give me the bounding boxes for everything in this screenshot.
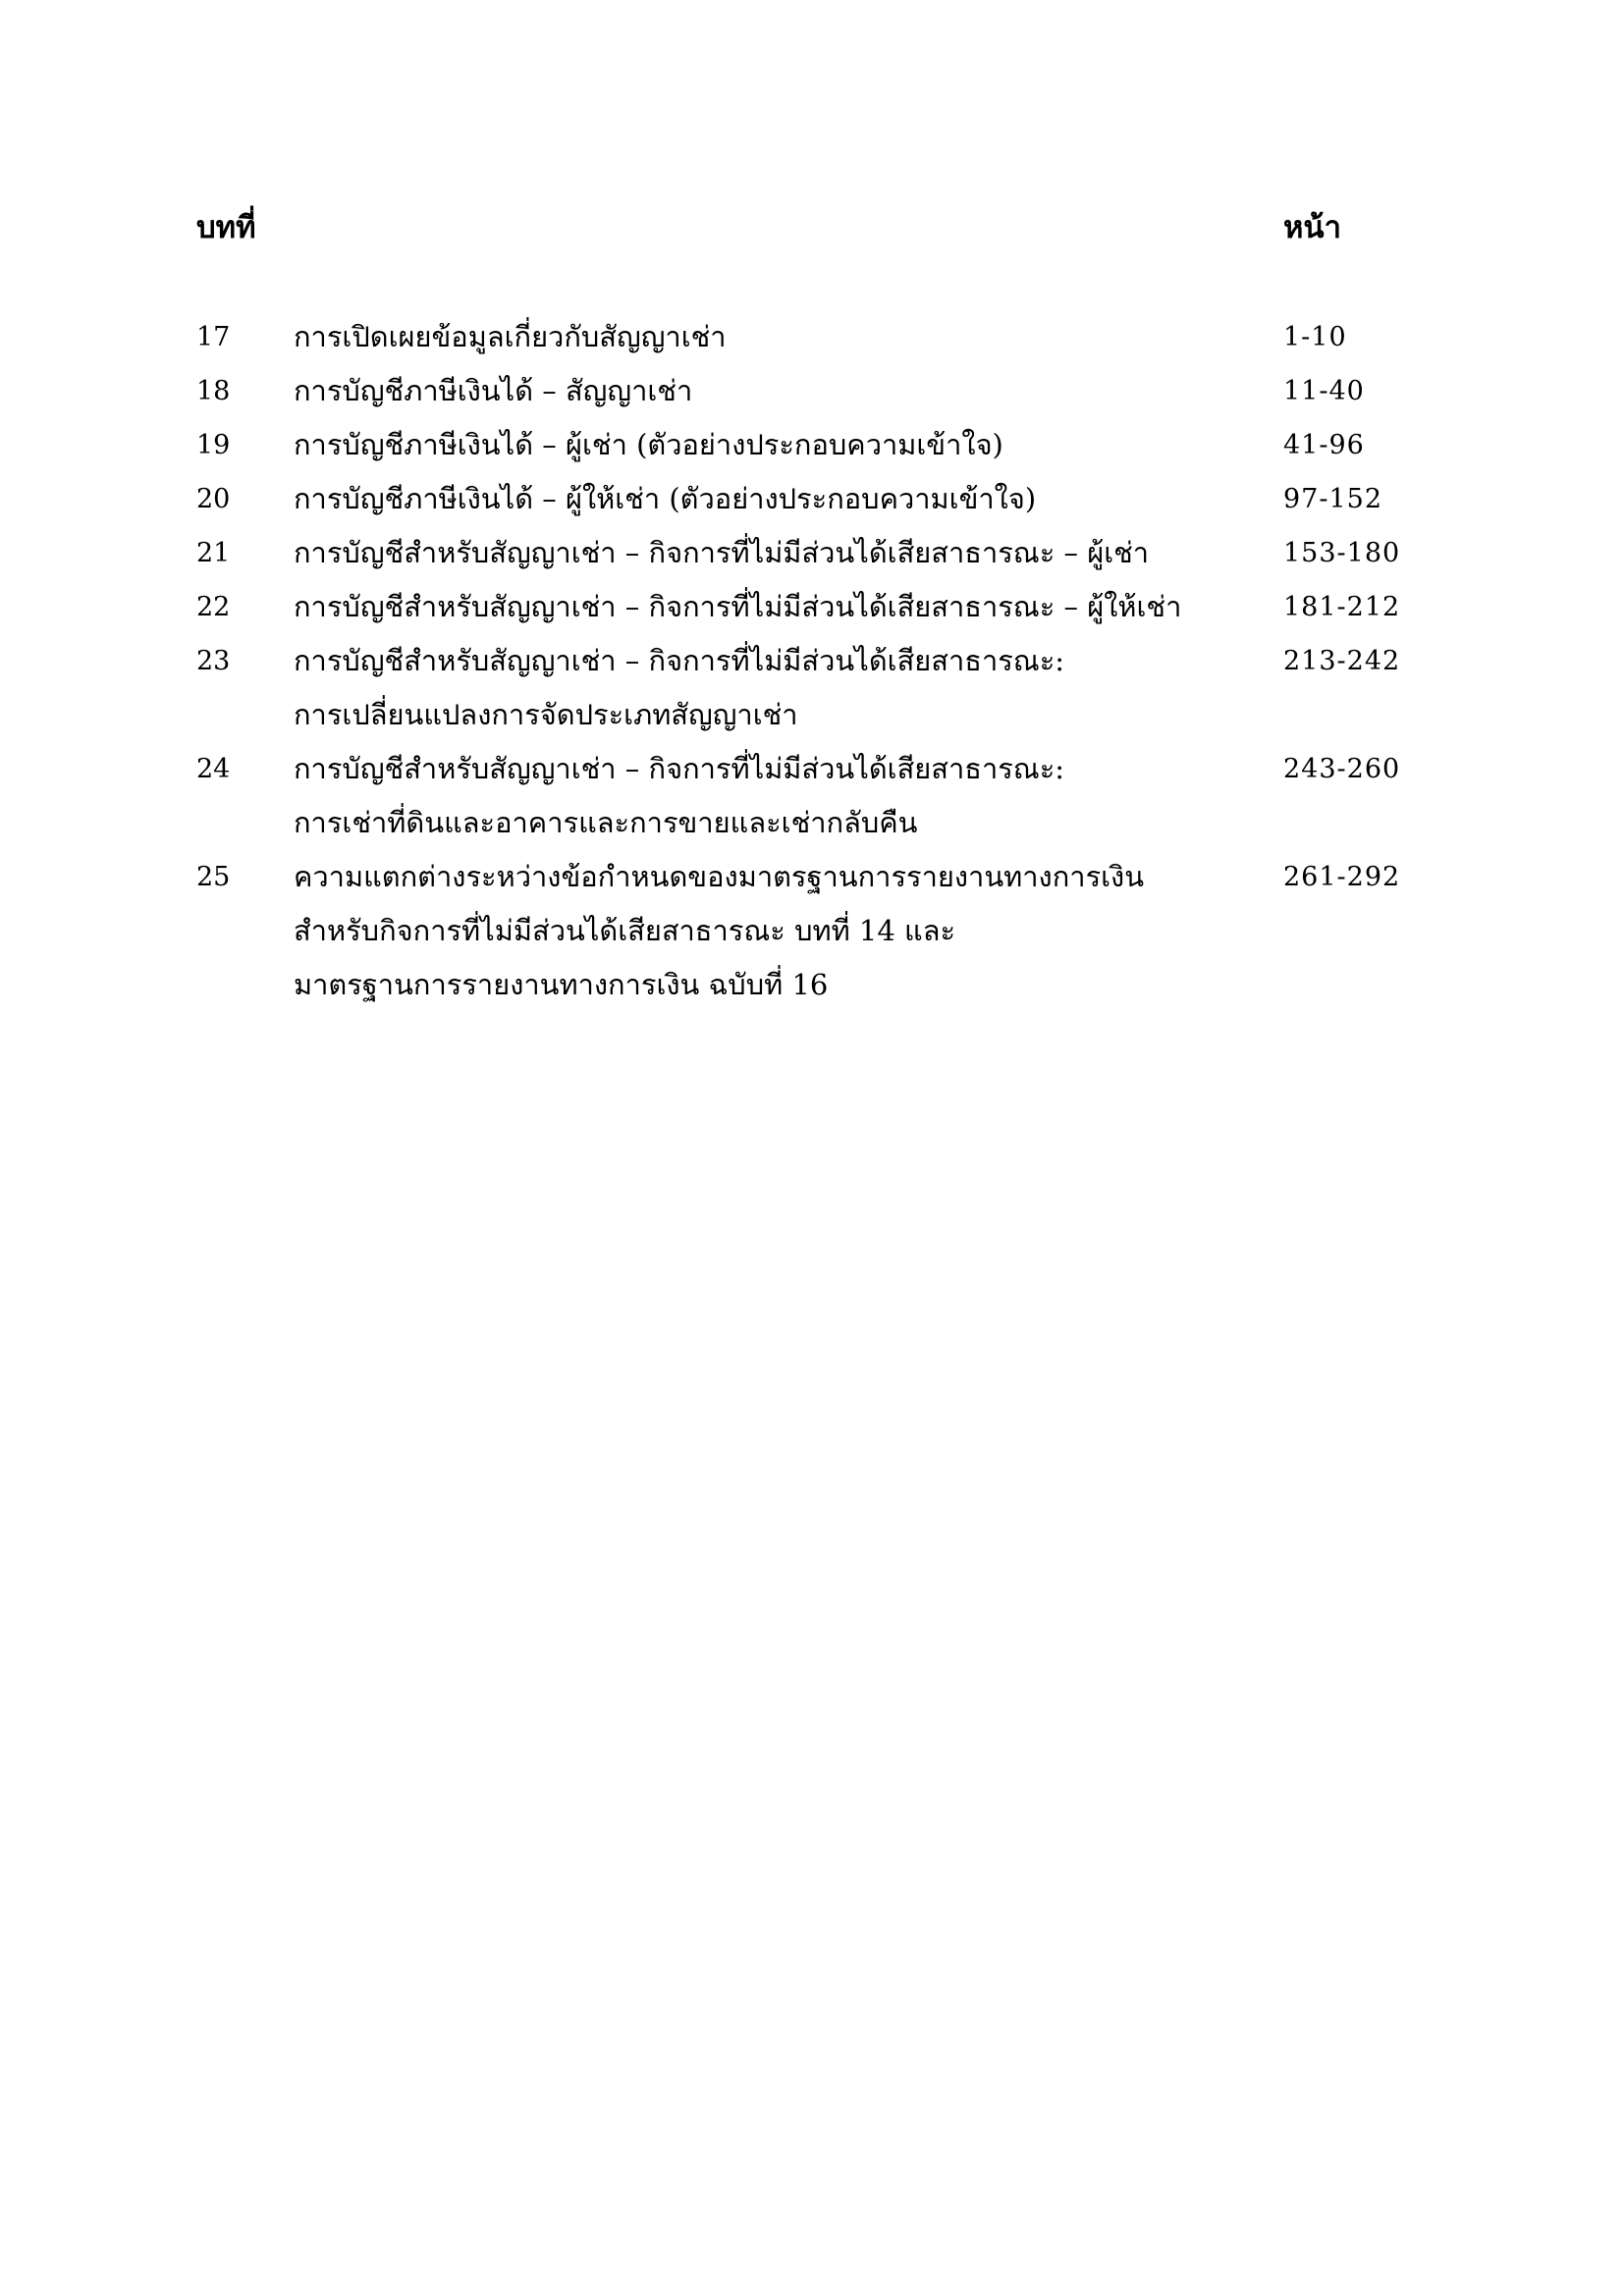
toc-entry bbox=[196, 634, 1473, 742]
chapter-title bbox=[294, 418, 1283, 472]
page-range: 41-96 bbox=[1283, 430, 1365, 460]
chapter-title bbox=[294, 472, 1283, 526]
chapter-title bbox=[294, 580, 1283, 634]
chapter-title bbox=[294, 634, 1283, 742]
page-range: 97-152 bbox=[1283, 484, 1383, 514]
toc-entry bbox=[196, 472, 1473, 526]
toc-header bbox=[196, 202, 1404, 249]
chapter-title-line: การเปลี่ยนแปลงการจัดประเภทสัญญาเช่า bbox=[294, 698, 798, 731]
page-range: 1-10 bbox=[1283, 322, 1347, 352]
toc-entry bbox=[196, 580, 1473, 634]
chapter-title-line: การบัญชีสำหรับสัญญาเช่า – กิจการที่ไม่มีส่วนได้เสียสาธารณะ – ผู้ให้เช่า bbox=[294, 590, 1182, 623]
chapter-number: 19 bbox=[196, 430, 231, 460]
chapter-column-heading: บทที่ bbox=[196, 210, 256, 245]
chapter-title-line: การเช่าที่ดินและอาคารและการขายและเช่ากลับคืน bbox=[294, 806, 918, 839]
chapter-title-line: การบัญชีสำหรับสัญญาเช่า – กิจการที่ไม่มีส่วนได้เสียสาธารณะ: bbox=[294, 644, 1065, 677]
table-of-contents bbox=[196, 310, 1473, 1012]
chapter-title-line: มาตรฐานการรายงานทางการเงิน ฉบับที่ 16 bbox=[294, 968, 829, 1001]
chapter-number: 21 bbox=[196, 538, 231, 568]
chapter-title-line: สำหรับกิจการที่ไม่มีส่วนได้เสียสาธารณะ บทที่ 14 และ bbox=[294, 914, 956, 947]
chapter-title bbox=[294, 310, 1283, 364]
toc-entry bbox=[196, 850, 1473, 1012]
toc-entry bbox=[196, 418, 1473, 472]
chapter-title bbox=[294, 742, 1283, 850]
chapter-number: 20 bbox=[196, 484, 231, 514]
chapter-number: 17 bbox=[196, 322, 231, 352]
toc-entry bbox=[196, 364, 1473, 418]
chapter-title-line: การบัญชีภาษีเงินได้ – ผู้ให้เช่า (ตัวอย่างประกอบความเข้าใจ) bbox=[294, 482, 1037, 515]
page-column-heading: หน้า bbox=[1283, 210, 1342, 245]
toc-entry bbox=[196, 742, 1473, 850]
page-range: 243-260 bbox=[1283, 754, 1401, 784]
chapter-number: 23 bbox=[196, 646, 231, 676]
chapter-number: 25 bbox=[196, 862, 231, 892]
chapter-title bbox=[294, 364, 1283, 418]
chapter-number: 18 bbox=[196, 376, 231, 406]
page-range: 181-212 bbox=[1283, 592, 1401, 622]
chapter-title-line: การบัญชีสำหรับสัญญาเช่า – กิจการที่ไม่มีส่วนได้เสียสาธารณะ: bbox=[294, 752, 1065, 785]
chapter-number: 22 bbox=[196, 592, 231, 622]
chapter-title-line: การบัญชีภาษีเงินได้ – ผู้เช่า (ตัวอย่างประกอบความเข้าใจ) bbox=[294, 428, 1003, 461]
chapter-title-line: การเปิดเผยข้อมูลเกี่ยวกับสัญญาเช่า bbox=[294, 320, 727, 353]
toc-entry bbox=[196, 526, 1473, 580]
page-range: 213-242 bbox=[1283, 646, 1401, 676]
chapter-title-line: การบัญชีสำหรับสัญญาเช่า – กิจการที่ไม่มีส่วนได้เสียสาธารณะ – ผู้เช่า bbox=[294, 536, 1150, 569]
chapter-number: 24 bbox=[196, 754, 231, 784]
chapter-title-line: ความแตกต่างระหว่างข้อกำหนดของมาตรฐานการรายงานทางการเงิน bbox=[294, 860, 1145, 893]
chapter-title bbox=[294, 526, 1283, 580]
page-range: 153-180 bbox=[1283, 538, 1401, 568]
toc-entry bbox=[196, 310, 1473, 364]
page-range: 261-292 bbox=[1283, 862, 1401, 892]
page-range: 11-40 bbox=[1283, 376, 1365, 406]
chapter-title bbox=[294, 850, 1283, 1012]
chapter-title-line: การบัญชีภาษีเงินได้ – สัญญาเช่า bbox=[294, 374, 693, 407]
